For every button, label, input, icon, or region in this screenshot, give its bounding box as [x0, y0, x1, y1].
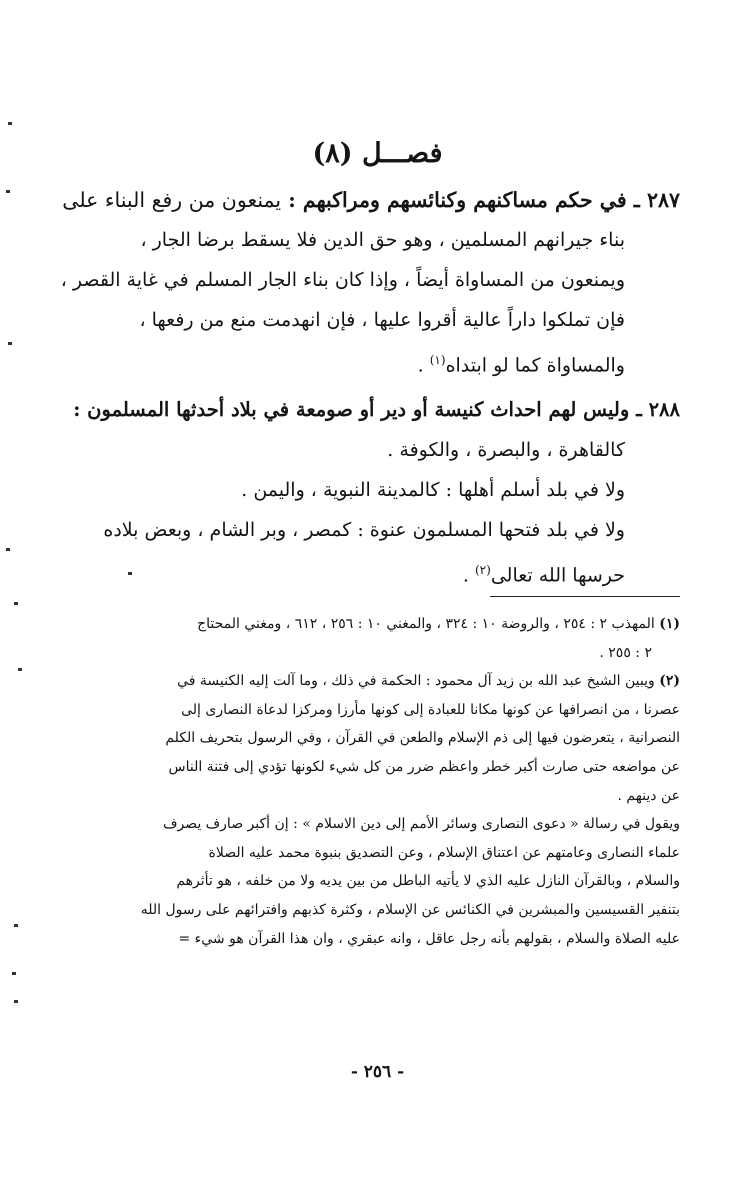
- scan-speck: [128, 572, 132, 575]
- footnote-continuation-line: علماء النصارى وعامتهم عن اعتناق الإسلام ، وعن التصديق بنبوة محمد عليه الصلاة: [208, 844, 680, 861]
- entry-first-text: يمنعون من رفع البناء على: [62, 188, 282, 212]
- entry-end-mark: .: [417, 354, 424, 377]
- scan-speck: [8, 122, 12, 125]
- footnote-continuation-line: عليه الصلاة والسلام ، بقولهم بأنه رجل عاقل ، وانه عبقري ، وان هذا القرآن هو شيء =: [178, 930, 680, 947]
- entry-288: [60, 390, 680, 595]
- entry-number: ٢٨٧ ـ: [633, 188, 680, 212]
- entry-lead-phrase: في حكم مساكنهم وكنائسهم ومراكبهم :: [288, 188, 627, 212]
- footnote-reference: (٢): [474, 563, 491, 577]
- entry-line: ولا في بلد أسلم أهلها : كالمدينة النبوية ، واليمن .: [241, 479, 625, 501]
- footnote-continuation-line: ويقول في رسالة « دعوى النصارى وسائر الأمم إلى دين الاسلام » : إن أكبر صارف يصرف: [162, 816, 680, 833]
- footnote-1-line: ٢ : ٢٥٥ .: [599, 644, 652, 661]
- scan-speck: [14, 1000, 18, 1003]
- scan-speck: [12, 972, 16, 975]
- footnote-continuation-line: بتنفير القسيسين والمبشرين في الكنائس عن الإسلام ، وكثرة كذبهم وافترائهم على رسول الله: [140, 901, 680, 918]
- footnote-1-line: [60, 610, 680, 639]
- page-number: - ٢٥٦ -: [350, 1062, 405, 1082]
- footnote-continuation-line: والسلام ، وبالقرآن النازل عليه الذي لا يأتيه الباطل من بين يديه ولا من خلفه ، هو تأثرهم: [176, 873, 680, 890]
- footnote-text: ويبين الشيخ عبد الله بن زيد آل محمود : الحكمة في ذلك ، وما آلت إليه الكنيسة في: [177, 673, 655, 690]
- scan-speck: [6, 190, 10, 193]
- entry-last-text: حرسها الله تعالى: [490, 564, 625, 587]
- footnote-separator: [490, 596, 680, 597]
- chapter-heading: فصـــل (٨): [312, 138, 443, 169]
- entry-last-text: والمساواة كما لو ابتداه: [445, 354, 625, 377]
- entry-line: ولا في بلد فتحها المسلمون عنوة : كمصر ، وبر الشام ، وبعض بلاده: [103, 519, 625, 541]
- footnote-2-line: عن دينهم .: [617, 787, 680, 804]
- footnote-2-line: النصرانية ، يتعرضون فيها إلى ذم الإسلام والطعن في القرآن ، وفي الرسول بتحريف الكلم: [165, 730, 680, 747]
- entry-line: فإن تملكوا داراً عالية أقروا عليها ، فإن انهدمت منع من رفعها ،: [139, 309, 625, 331]
- scan-speck: [14, 602, 18, 605]
- entry-end-mark: .: [462, 564, 469, 587]
- footnote-2-line: [60, 667, 680, 696]
- footnote-2-line: عصرنا ، من انصرافها عن كونها مكانا للعبادة إلى كونها مأرزا ومركزا لدعاة النصارى إلى: [181, 701, 680, 718]
- footnote-label: (٢): [659, 673, 680, 690]
- entry-first-line: [60, 390, 680, 430]
- entry-line: كالقاهرة ، والبصرة ، والكوفة .: [387, 439, 625, 461]
- entry-first-line: [60, 180, 680, 220]
- entry-last-line: [60, 550, 680, 595]
- entry-last-line: [60, 340, 680, 385]
- footnote-reference: (١): [429, 353, 446, 367]
- footnotes: [60, 610, 680, 953]
- entry-287: [60, 180, 680, 385]
- scan-speck: [8, 342, 12, 345]
- scan-speck: [18, 668, 22, 671]
- footnote-2-line: عن مواضعه حتى صارت أكبر خطر واعظم ضرر من كل شيء لكونها تؤدي إلى فتنة الناس: [168, 758, 680, 775]
- entry-number: ٢٨٨ ـ: [636, 398, 680, 421]
- footnote-text: المهذب ٢ : ٢٥٤ ، والروضة ١٠ : ٣٢٤ ، والمغني ١٠ : ٢٥٦ ، ٦١٢ ، ومغني المحتاج: [197, 616, 655, 632]
- scan-speck: [14, 924, 18, 927]
- footnote-label: (١): [659, 616, 680, 632]
- scan-speck: [6, 548, 10, 551]
- entry-line: ويمنعون من المساواة أيضاً ، وإذا كان بناء الجار المسلم في غاية القصر ،: [60, 269, 625, 291]
- entry-line: بناء جيرانهم المسلمين ، وهو حق الدين فلا يسقط برضا الجار ،: [140, 229, 625, 251]
- entry-first-text: وليس لهم احداث كنيسة أو دير أو صومعة في بلاد أحدثها المسلمون :: [73, 398, 630, 421]
